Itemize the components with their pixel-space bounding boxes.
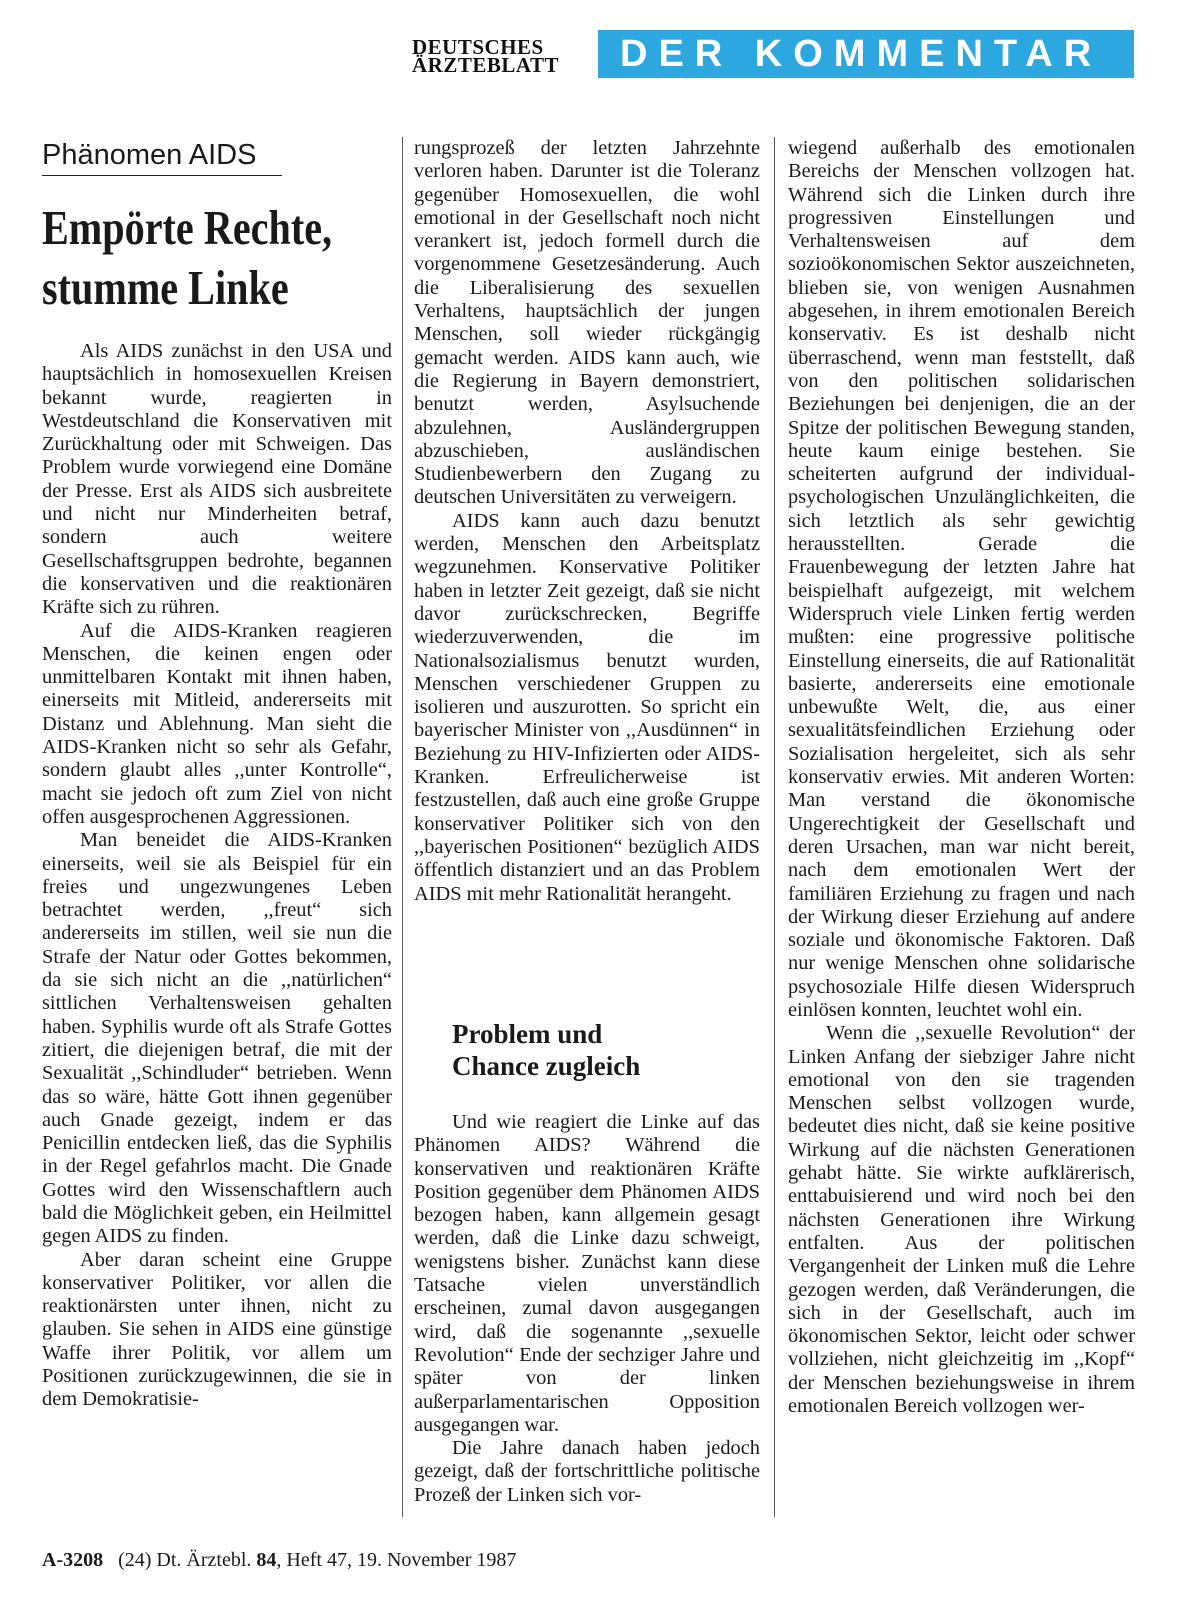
paragraph: Und wie reagiert die Linke auf das Phänomen AIDS? Während die konservativen und reaktionären Kräfte Position gegenüber dem Phänomen AIDS bezogen haben, kann allgemein gesagt werden, daß die Linke dazu schweigt, wenigstens bisher. Zunächst kann diese Tatsache vielen unverständlich erscheinen, zumal davon ausgegangen wird, daß die sogenannte ,,sexuelle Revolution“ Ende der sechziger Jahre und später von der linken außerparlamentarischen Opposition ausgegangen war. <box>414 1111 760 1436</box>
article-column-2 <box>414 137 760 906</box>
article-kicker: Phänomen AIDS <box>42 138 282 176</box>
paragraph: Auf die AIDS-Kranken reagieren Menschen, die keinen engen oder unmittelbaren Kontakt mit ihnen haben, einerseits mit Mitleid, andererseits mit Distanz und Ablehnung. Man sieht die AIDS-Kranken nicht so sehr als Gefahr, sondern glaubt alles ,,unter Kontrolle“, macht sie jedoch oft zum Ziel von nicht offen ausgesprochenen Aggressionen. <box>42 619 392 828</box>
headline-line-1: Empörte Rechte, <box>42 200 333 255</box>
article-subhead <box>452 1018 752 1082</box>
headline-line-2: stumme Linke <box>42 260 289 315</box>
article-headline <box>42 198 333 318</box>
paragraph: Aber daran scheint eine Gruppe konservativer Politiker, vor allen die reaktionärsten unter ihnen, nicht zu glauben. Sie sehen in AIDS eine günstige Waffe ihrer Politik, vor allem um Positionen zurückzugewinnen, die sie in dem Demokratisie- <box>42 1248 392 1411</box>
paragraph: Wenn die ,,sexuelle Revolution“ der Linken Anfang der siebziger Jahre nicht emotional von den sie tragenden Menschen selbst vollzogen wurde, bedeutet dies nicht, daß sie keine positive Wirkung auf die nächsten Generationen gehabt hätte. Sie wirkte aufklärerisch, enttabuisierend und wird noch bei den nächsten Generationen ihre Wirkung entfalten. Aus der politischen Vergangenheit der Linken muß die Lehre gezogen werden, daß Veränderungen, die sich in der Gesellschaft, auch im ökonomischen Sektor, leicht oder schwer vollziehen, nicht gleichzeitig im ,,Kopf“ der Menschen beziehungsweise in ihrem emotionalen Bereich vollzogen wer- <box>788 1022 1135 1418</box>
publication-logo <box>412 35 582 77</box>
article-column-2-continued <box>414 1111 760 1507</box>
paragraph: Als AIDS zunächst in den USA und hauptsächlich in homosexuellen Kreisen bekannt wurde, reagierten in Westdeutschland die Konservativen mit Zurückhaltung oder mit Schweigen. Das Problem wurde vorwiegend eine Domäne der Presse. Erst als AIDS sich ausbreitete und nicht nur Minderheiten betraf, sondern auch weitere Gesellschaftsgruppen bedrohte, begannen die konservativen und die reaktionären Kräfte sich zu rühren. <box>42 340 392 619</box>
article-column-1 <box>42 340 392 1412</box>
brand-line-1: DEUTSCHES <box>412 35 544 59</box>
brand-line-2: ÄRZTEBLATT <box>412 53 559 77</box>
subhead-line-1: Problem und <box>452 1019 603 1049</box>
page-footer <box>42 1548 516 1572</box>
issue-info: (24) Dt. Ärztebl. <box>118 1549 252 1571</box>
paragraph: Die Jahre danach haben jedoch gezeigt, daß der fortschrittliche politische Prozeß der Linken sich vor- <box>414 1437 760 1506</box>
section-banner: DER KOMMENTAR <box>598 30 1134 78</box>
volume-number: 84 <box>256 1549 277 1571</box>
column-divider <box>774 137 775 1517</box>
masthead <box>412 30 1134 82</box>
paragraph: wiegend außerhalb des emotionalen Bereichs der Menschen vollzogen hat. Während sich die Linken durch ihre progressiven Einstellungen und Verhaltensweisen auf dem sozioökonomischen Sektor auszeichneten, blieben sie, von wenigen Ausnahmen abgesehen, in ihrem emotionalen Bereich konservativ. Es ist deshalb nicht überraschend, wenn man feststellt, daß von den politischen solidarischen Beziehungen bei denjenigen, die an der Spitze der politischen Bewegung standen, heute kaum einige bestehen. Sie scheiterten aufgrund der individual-psychologischen Unzulänglichkeiten, die sich letztlich als sehr gewichtig herausstellten. Gerade die Frauenbewegung der letzten Jahre hat beispielhaft aufgezeigt, mit welchem Widerspruch viele Linken fertig werden mußten: eine progressive politische Einstellung einerseits, die auf Rationalität basierte, andererseits eine emotionale unbewußte Welt, die, aus einer sexualitätsfeindlichen Erziehung oder Sozialisation hergeleitet, sich als sehr konservativ erwies. Mit anderen Worten: Man verstand die ökonomische Ungerechtigkeit der Gesellschaft und deren Ursachen, man war nicht bereit, nach dem emotionalen Wert der familiären Erziehung zu fragen und nach der Wirkung dieser Erziehung auf andere soziale und ökonomische Faktoren. Daß nur wenige Menschen ohne solidarische psychosoziale Hilfe diesen Widerspruch einlösen konnten, leuchtet wohl ein. <box>788 137 1135 1021</box>
subhead-line-2: Chance zugleich <box>452 1051 641 1081</box>
issue-date: , Heft 47, 19. November 1987 <box>276 1549 517 1571</box>
paragraph: rungsprozeß der letzten Jahrzehnte verloren haben. Darunter ist die Toleranz gegenüber Homosexuellen, die wohl emotional in der Gesellschaft noch nicht verankert ist, jedoch formell durch die vorgenommene Gesetzesänderung. Auch die Liberalisierung des sexuellen Verhaltens, hauptsächlich der jungen Menschen, soll wieder rückgängig gemacht werden. AIDS kann auch, wie die Regierung in Bayern demonstriert, benutzt werden, Asylsuchende abzulehnen, Ausländergruppen abzuschieben, ausländischen Studienbewerbern den Zugang zu deutschen Universitäten zu verweigern. <box>414 137 760 509</box>
paragraph: Man beneidet die AIDS-Kranken einerseits, weil sie als Beispiel für ein freies und ungezwungenes Leben betrachtet werden, ,,freut“ sich andererseits im stillen, weil sie nun die Strafe der Natur oder Gottes bekommen, da sie sich nicht an die ,,natürlichen“ sittlichen Verhaltensweisen gehalten haben. Syphilis wurde oft als Strafe Gottes zitiert, die diejenigen betraf, die mit der Sexualität ,,Schindluder“ betrieben. Wenn das so wäre, hätte Gott ihnen gegenüber auch Gnade gezeigt, indem er das Penicillin entdecken ließ, das die Syphilis in der Regel gefahrlos macht. Die Gnade Gottes wird den Wissenschaftlern auch bald die Möglichkeit geben, ein Heilmittel gegen AIDS zu finden. <box>42 829 392 1248</box>
page-number: A-3208 <box>42 1549 104 1571</box>
column-divider <box>402 137 403 1517</box>
article-column-3 <box>788 137 1135 1418</box>
paragraph: AIDS kann auch dazu benutzt werden, Menschen den Arbeitsplatz wegzunehmen. Konservative Politiker haben in letzter Zeit gezeigt, daß sie nicht davor zurückschrecken, Begriffe wiederzuverwenden, die im Nationalsozialismus benutzt wurden, Menschen verschiedener Gruppen zu isolieren und auszurotten. So spricht ein bayerischer Minister von ,,Ausdünnen“ in Beziehung zu HIV-Infizierten oder AIDS-Kranken. Erfreulicherweise ist festzustellen, daß auch eine große Gruppe konservativer Politiker sich von den ,,bayerischen Positionen“ bezüglich AIDS öffentlich distanziert und an das Problem AIDS mit mehr Rationalität herangeht. <box>414 509 760 905</box>
